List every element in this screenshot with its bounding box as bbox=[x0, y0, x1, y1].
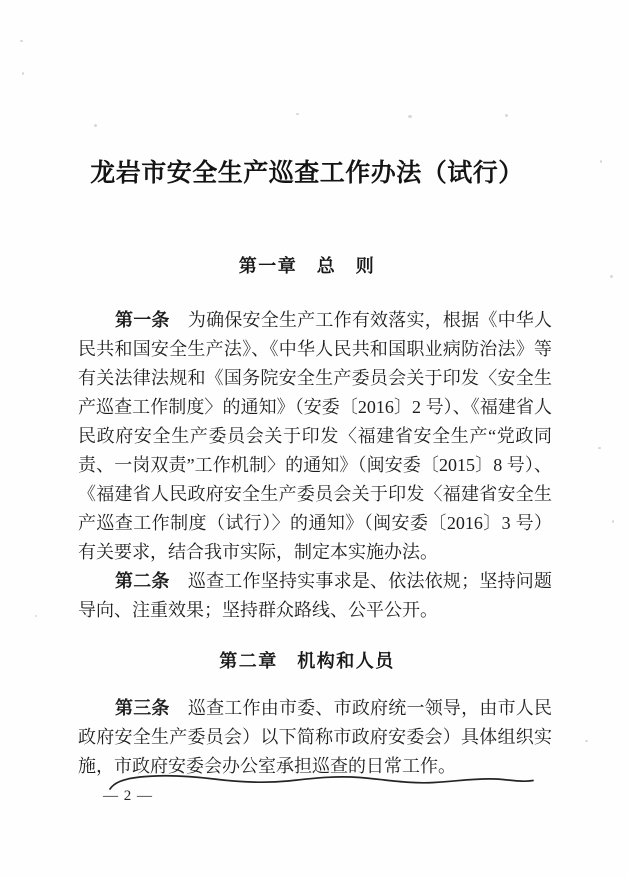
scan-speckle bbox=[610, 275, 613, 278]
text-line: 第二条 巡查工作坚持实事求是、依法依规；坚持问题 bbox=[115, 571, 553, 591]
text-line: 有关法律法规和《国务院安全生产委员会关于印发〈安全生 bbox=[78, 368, 552, 388]
chapter-heading-1: 第一章 总 则 bbox=[238, 256, 376, 276]
scan-speckle bbox=[408, 115, 412, 118]
section-1-paragraphs bbox=[78, 306, 552, 625]
text-line: 政府安全生产委员会）以下简称市政府安委会）具体组织实 bbox=[78, 727, 552, 747]
scan-speckle bbox=[22, 72, 24, 75]
text-line: 《福建省人民政府安全生产委员会关于印发〈福建省安全生 bbox=[78, 484, 552, 504]
scan-speckle bbox=[612, 520, 614, 523]
chapter-heading-2: 第二章 机构和人员 bbox=[219, 651, 395, 671]
page-number: — 2 — bbox=[103, 788, 153, 804]
text-line: 民共和国安全生产法》、《中华人民共和国职业病防治法》等 bbox=[78, 339, 552, 359]
article-number-label: 第二条 bbox=[115, 571, 170, 591]
text-line: 施，市政府安委会办公室承担巡查的日常工作。 bbox=[78, 756, 456, 776]
article-number-label: 第一条 bbox=[115, 310, 170, 330]
text-line: 有关要求，结合我市实际，制定本实施办法。 bbox=[78, 542, 438, 562]
scan-speckle bbox=[598, 447, 601, 449]
text-line: 导向、注重效果；坚持群众路线、公平公开。 bbox=[78, 600, 438, 620]
text-line: 民政府安全生产委员会关于印发〈福建省安全生产“党政同 bbox=[78, 426, 552, 446]
scan-speckle bbox=[505, 114, 508, 117]
scan-speckle bbox=[20, 40, 23, 42]
scan-speckle bbox=[600, 160, 602, 163]
scan-speckle bbox=[35, 615, 37, 617]
document-title: 龙岩市安全生产巡查工作办法（试行） bbox=[90, 160, 524, 187]
scan-speckle bbox=[94, 124, 97, 127]
scan-speckle bbox=[585, 740, 588, 742]
article-number-label: 第三条 bbox=[115, 698, 170, 718]
text-line: 产巡查工作制度〉的通知》（安委〔2016〕2 号）、《福建省人 bbox=[78, 397, 552, 417]
text-line: 第三条 巡查工作由市委、市政府统一领导，由市人民 bbox=[115, 698, 553, 718]
text-line: 第一条 为确保安全生产工作有效落实，根据《中华人 bbox=[115, 310, 553, 330]
text-line: 责、一岗双责”工作机制〉的通知》（闽安委〔2015〕8 号）、 bbox=[78, 455, 552, 475]
scan-speckle bbox=[296, 113, 299, 115]
text-line: 产巡查工作制度（试行）〉的通知》（闽安委〔2016〕3 号） bbox=[78, 513, 552, 533]
section-2-paragraphs bbox=[78, 694, 552, 781]
